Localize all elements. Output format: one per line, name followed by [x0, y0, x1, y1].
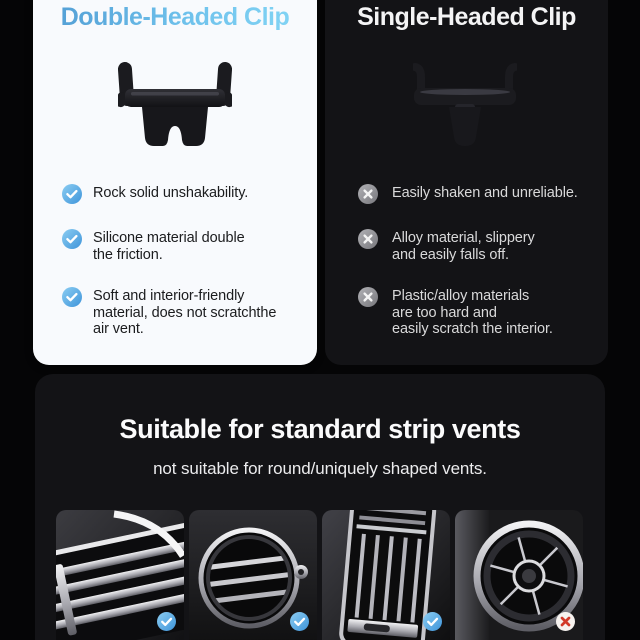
- drawback-line: easily scratch the interior.: [392, 321, 553, 337]
- double-headed-clip-image: [118, 62, 232, 150]
- vent-photo-round-strip: [189, 510, 317, 640]
- drawback-line: Alloy material, slippery: [392, 230, 535, 246]
- not-suitable-cross-badge: [556, 612, 575, 631]
- feature-text: [93, 229, 245, 263]
- feature-line: Silicone material double: [93, 230, 245, 246]
- drawback-item: [358, 184, 578, 204]
- suitability-subtitle: not suitable for round/uniquely shaped vents.: [153, 459, 487, 478]
- double-headed-clip-panel: [33, 0, 317, 365]
- cross-icon: [358, 184, 378, 204]
- feature-line: material, does not scratchthe: [93, 304, 277, 321]
- single-headed-clip-image: [413, 63, 517, 150]
- drawback-text: [392, 184, 578, 202]
- panel-title-single: Single-Headed Clip: [357, 3, 576, 31]
- drawback-line: Easily shaken and unreliable.: [392, 185, 578, 201]
- feature-line: the friction.: [93, 246, 163, 263]
- suitable-check-badge: [290, 612, 309, 631]
- drawback-item: [358, 287, 553, 338]
- feature-text: [93, 184, 248, 202]
- drawback-line: are too hard and: [392, 304, 497, 321]
- drawback-text: [392, 287, 553, 338]
- feature-item: [62, 287, 276, 338]
- feature-item: [62, 184, 248, 204]
- drawback-text: [392, 229, 535, 263]
- drawback-line: Plastic/alloy materials: [392, 288, 530, 304]
- suitability-panel: [35, 374, 605, 640]
- feature-item: [62, 229, 245, 263]
- vent-photo-vertical-strip: [322, 510, 450, 640]
- feature-line: air vent.: [93, 321, 144, 337]
- feature-text: [93, 287, 276, 338]
- feature-line: Rock solid unshakability.: [93, 185, 249, 201]
- panel-title-double: Double-Headed Clip: [33, 0, 317, 34]
- check-icon: [62, 229, 82, 249]
- suitable-check-badge: [157, 612, 176, 631]
- feature-line: Soft and interior-friendly: [93, 288, 245, 304]
- single-headed-clip-panel: [325, 0, 608, 365]
- vent-examples-row: [56, 510, 583, 640]
- vent-photo-horizontal-strip: [56, 510, 184, 640]
- check-icon: [62, 184, 82, 204]
- check-icon: [62, 287, 82, 307]
- drawback-item: [358, 229, 535, 263]
- drawback-line: and easily falls off.: [392, 246, 509, 263]
- vent-photo-round-fan: [455, 510, 583, 640]
- cross-icon: [358, 229, 378, 249]
- suitable-check-badge: [423, 612, 442, 631]
- cross-icon: [358, 287, 378, 307]
- suitability-title: Suitable for standard strip vents: [119, 414, 521, 444]
